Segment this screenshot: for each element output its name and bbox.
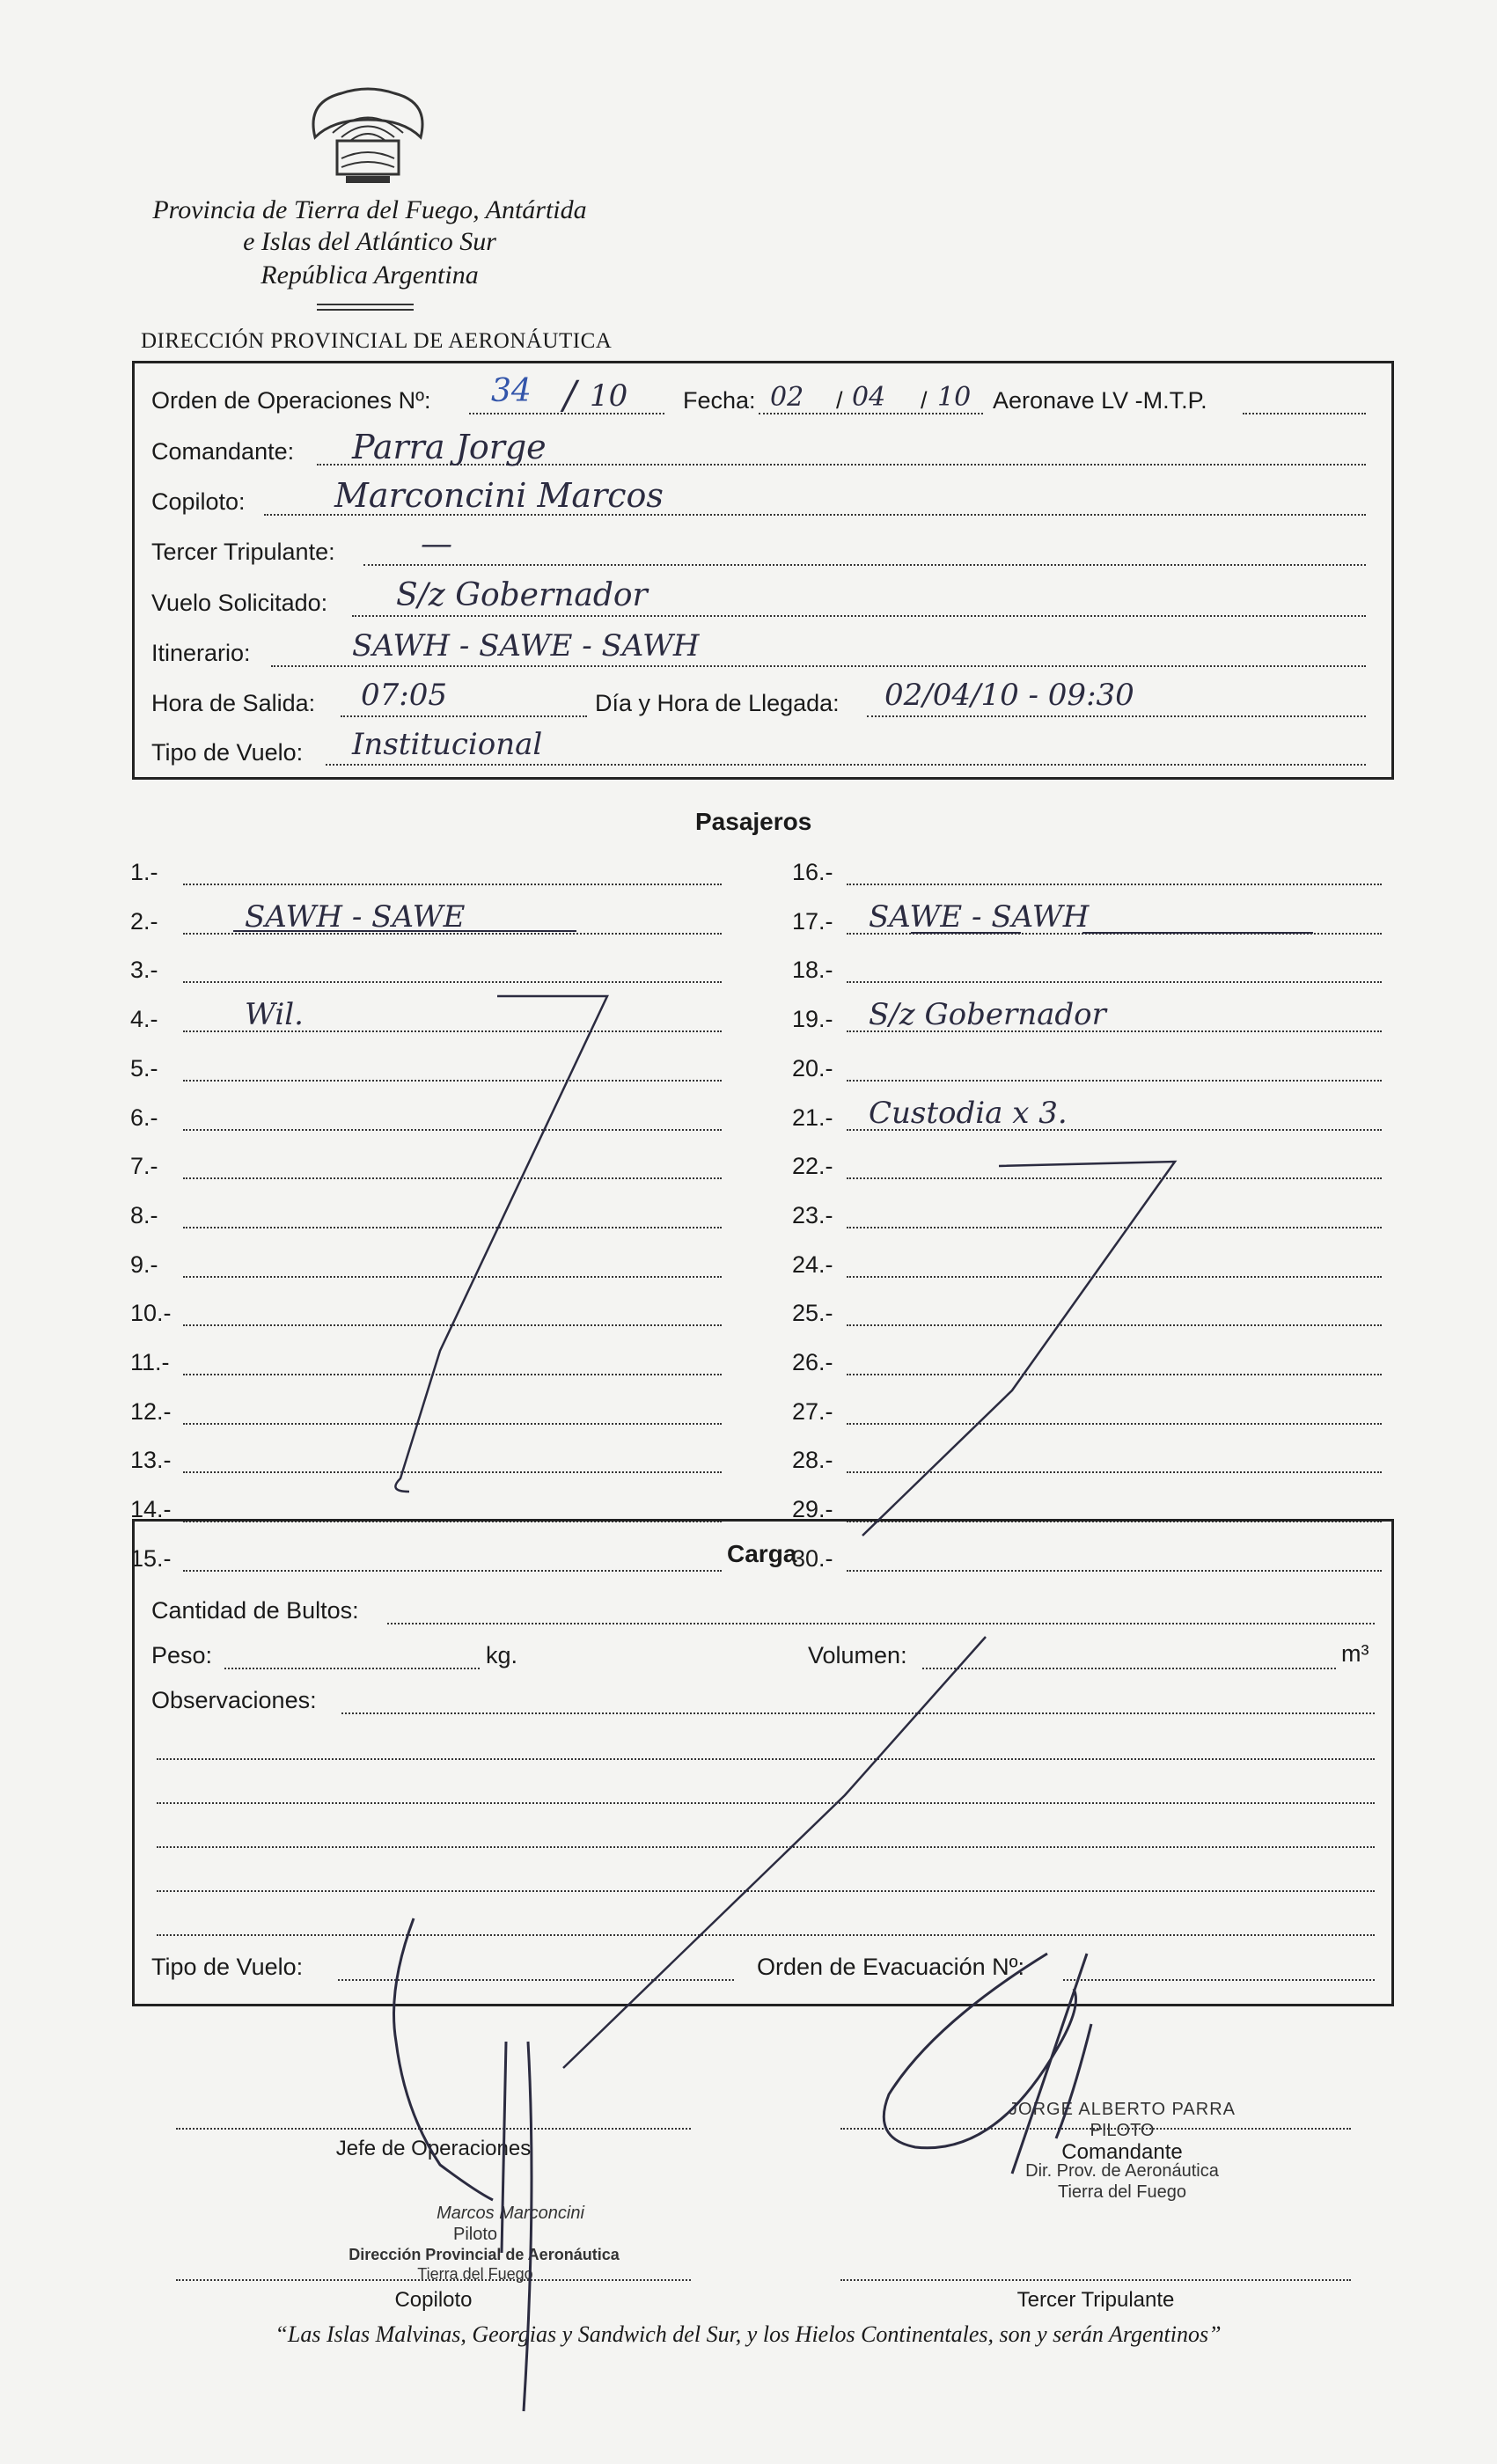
passenger-number: 12.- <box>130 1398 172 1425</box>
passenger-number: 29.- <box>792 1496 833 1522</box>
evacuacion-label: Orden de Evacuación Nº: <box>757 1954 1025 1980</box>
right-strike-stroke <box>862 1162 1175 1536</box>
passenger-number: 11.- <box>130 1349 170 1375</box>
passenger-entry: SAWH - SAWE <box>245 899 466 935</box>
peso-unit: kg. <box>486 1642 518 1668</box>
right-stamp-org: Dir. Prov. de Aeronáutica <box>1025 2161 1219 2181</box>
passenger-number: 2.- <box>130 908 158 935</box>
orden-label: Orden de Operaciones Nº: <box>151 387 431 414</box>
orden-year: 10 <box>590 378 628 414</box>
vuelo-solicitado-label: Vuelo Solicitado: <box>151 590 328 616</box>
llegada-value: 02/04/10 - 09:30 <box>884 678 1134 713</box>
aeronave-label: Aeronave LV -M.T.P. <box>993 387 1207 414</box>
passenger-number: 9.- <box>130 1251 158 1278</box>
passenger-number: 6.- <box>130 1104 158 1131</box>
fecha-label: Fecha: <box>683 387 756 414</box>
pasajeros-title: Pasajeros <box>695 808 812 835</box>
tipo-vuelo-label: Tipo de Vuelo: <box>151 739 304 766</box>
footer-quote: “Las Islas Malvinas, Georgias y Sandwich del Sur, y los Hielos Continentales, son y serán Argentinos” <box>275 2321 1222 2347</box>
passenger-number: 7.- <box>130 1153 158 1179</box>
hora-salida-label: Hora de Salida: <box>151 690 316 716</box>
comandante-signature-stroke <box>884 1954 1091 2174</box>
carga-title: Carga <box>727 1540 797 1567</box>
comandante-value: Parra Jorge <box>352 428 547 466</box>
passenger-number: 17.- <box>792 908 833 935</box>
jefe-signature-stroke <box>394 1918 532 2411</box>
passenger-number: 25.- <box>792 1300 833 1326</box>
passenger-number: 15.- <box>130 1545 172 1572</box>
tercer-label: Tercer Tripulante: <box>151 539 335 565</box>
passenger-number: 30.- <box>792 1545 833 1572</box>
vuelo-solicitado-value: S/z Gobernador <box>396 577 648 613</box>
passenger-number: 22.- <box>792 1153 833 1179</box>
tercer-sig-label: Tercer Tripulante <box>1016 2288 1175 2312</box>
passenger-entry: SAWE - SAWH <box>869 899 1090 935</box>
passenger-number: 23.- <box>792 1202 833 1228</box>
passenger-number: 5.- <box>130 1055 158 1082</box>
passenger-number: 13.- <box>130 1447 172 1473</box>
copiloto-sig-label: Copiloto <box>394 2288 473 2312</box>
department-title: DIRECCIÓN PROVINCIAL DE AERONÁUTICA <box>141 329 613 353</box>
passenger-number: 27.- <box>792 1398 833 1425</box>
volumen-unit: m³ <box>1341 1640 1369 1667</box>
comandante-sig-label: Comandante <box>1061 2140 1183 2164</box>
passenger-entry: Wil. <box>245 997 304 1032</box>
passenger-number: 8.- <box>130 1202 158 1228</box>
itinerario-value: SAWH - SAWE - SAWH <box>352 628 700 664</box>
fecha-anio: 10 <box>937 382 972 413</box>
passenger-number: 19.- <box>792 1006 833 1032</box>
fecha-sep-1: / <box>836 387 843 414</box>
left-stamp-role: Piloto <box>452 2225 498 2244</box>
passenger-number: 10.- <box>130 1300 172 1326</box>
passenger-number: 20.- <box>792 1055 833 1082</box>
fecha-dia: 02 <box>770 382 804 413</box>
carga-tipo-vuelo-label: Tipo de Vuelo: <box>151 1954 304 1980</box>
llegada-label: Día y Hora de Llegada: <box>595 690 840 716</box>
passenger-entry: Custodia x 3. <box>869 1096 1068 1131</box>
country-line: República Argentina <box>261 260 479 290</box>
passenger-number: 1.- <box>130 859 158 885</box>
passenger-number: 18.- <box>792 957 833 983</box>
left-stamp-place: Tierra del Fuego <box>417 2265 533 2283</box>
bultos-label: Cantidad de Bultos: <box>151 1597 359 1624</box>
right-stamp-name: JORGE ALBERTO PARRA <box>1009 2100 1236 2119</box>
passenger-number: 14.- <box>130 1496 172 1522</box>
hora-salida-value: 07:05 <box>361 678 447 713</box>
province-line2: e Islas del Atlántico Sur <box>243 227 496 256</box>
itinerario-label: Itinerario: <box>151 640 251 666</box>
peso-label: Peso: <box>151 1642 213 1668</box>
orden-number: 34 <box>491 373 532 409</box>
tipo-vuelo-value: Institucional <box>352 727 543 762</box>
copiloto-value: Marconcini Marcos <box>334 476 664 515</box>
copiloto-label: Copiloto: <box>151 488 246 515</box>
observaciones-label: Observaciones: <box>151 1687 317 1713</box>
passenger-number: 16.- <box>792 859 833 885</box>
tercer-value: — <box>421 526 452 562</box>
fecha-mes: 04 <box>852 382 886 413</box>
left-stamp-org: Dirección Provincial de Aeronáutica <box>349 2246 620 2263</box>
comandante-label: Comandante: <box>151 438 295 465</box>
passenger-entry: S/z Gobernador <box>869 997 1106 1032</box>
carga-strike-stroke <box>563 1637 986 2068</box>
orden-slash: / <box>563 373 576 418</box>
left-strike-stroke <box>395 996 607 1492</box>
jefe-label: Jefe de Operaciones <box>335 2137 532 2160</box>
passenger-number: 21.- <box>792 1104 833 1131</box>
left-stamp-name: Marcos Marconcini <box>437 2204 584 2223</box>
fecha-sep-2: / <box>921 387 928 414</box>
passenger-number: 4.- <box>130 1006 158 1032</box>
passenger-number: 28.- <box>792 1447 833 1473</box>
passenger-number: 24.- <box>792 1251 833 1278</box>
province-line1: Provincia de Tierra del Fuego, Antártida <box>152 195 587 224</box>
passenger-number: 26.- <box>792 1349 833 1375</box>
volumen-label: Volumen: <box>808 1642 907 1668</box>
passenger-number: 3.- <box>130 957 158 983</box>
right-stamp-place: Tierra del Fuego <box>1058 2182 1186 2202</box>
right-stamp-role: PILOTO <box>1090 2121 1155 2140</box>
